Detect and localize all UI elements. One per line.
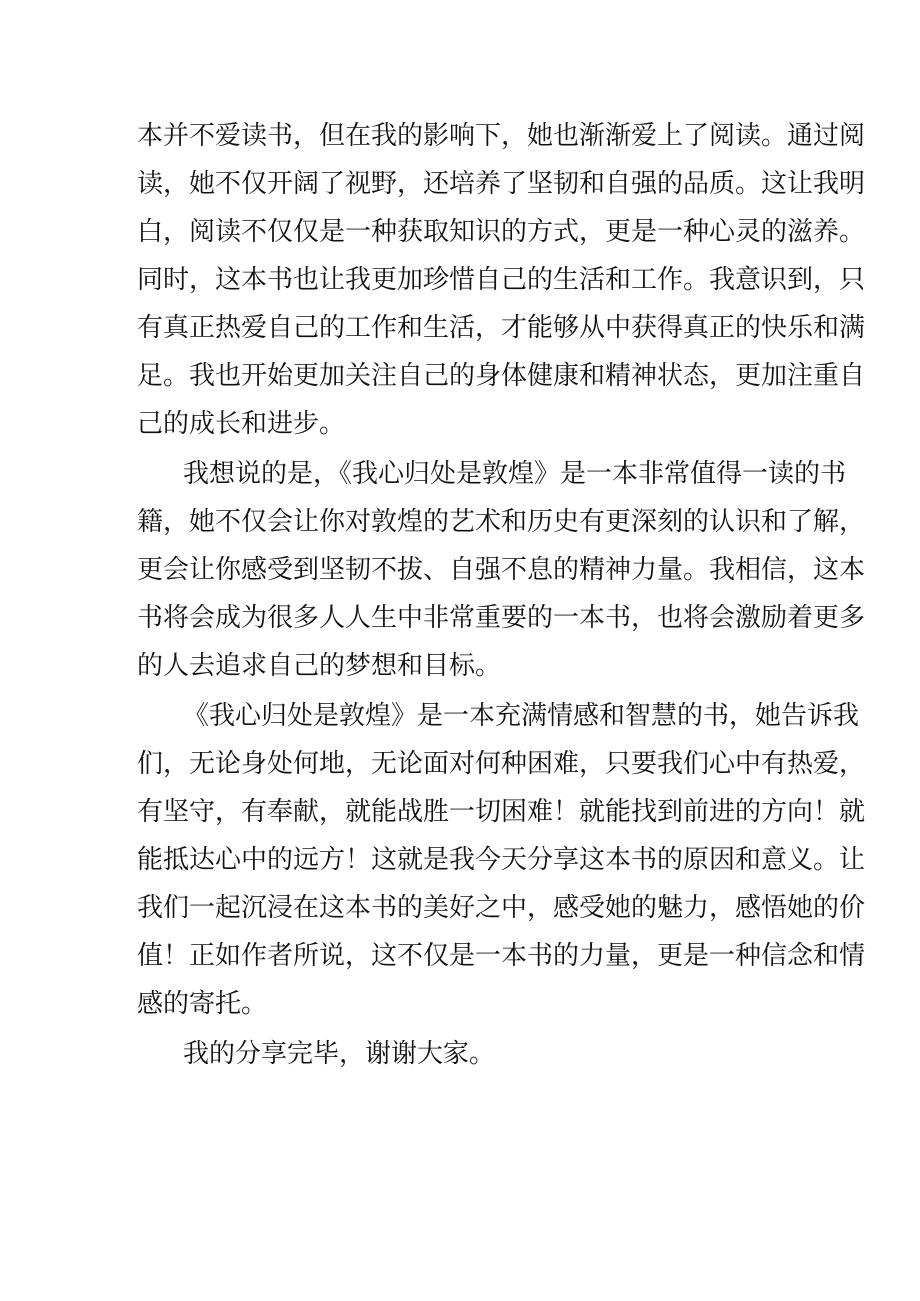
text-line: 我们一起沉浸在这本书的美好之中，感受她的魅力，感悟她的价 [137, 893, 866, 923]
text-line: 更会让你感受到坚韧不拔、自强不息的精神力量。我相信，这本 [137, 555, 866, 585]
text-line: 己的成长和进步。 [137, 409, 346, 439]
text-line: 本并不爱读书，但在我的影响下，她也渐渐爱上了阅读。通过阅 [137, 121, 866, 151]
text-line: 读，她不仅开阔了视野，还培养了坚韧和自强的品质。这让我明 [137, 169, 866, 199]
text-line: 《我心归处是敦煌》是一本充满情感和智慧的书，她告诉我 [183, 701, 860, 731]
text-line: 有真正热爱自己的工作和生活，才能够从中获得真正的快乐和满 [137, 313, 866, 343]
text-line: 的人去追求自己的梦想和目标。 [137, 651, 502, 681]
text-line: 同时，这本书也让我更加珍惜自己的生活和工作。我意识到，只 [137, 265, 866, 295]
text-line: 有坚守，有奉献，就能战胜一切困难！就能找到前进的方向！就 [137, 797, 866, 827]
text-line: 我想说的是，《我心归处是敦煌》是一本非常值得一读的书 [183, 459, 847, 489]
paragraph-conclusion [137, 696, 866, 1032]
paragraph-recommendation [137, 454, 866, 694]
text-line: 感的寄托。 [137, 989, 268, 1019]
text-line: 白，阅读不仅仅是一种获取知识的方式，更是一种心灵的滋养。 [137, 217, 866, 247]
text-line: 能抵达心中的远方！这就是我今天分享这本书的原因和意义。让 [137, 845, 866, 875]
text-line: 们，无论身处何地，无论面对何种困难，只要我们心中有热爱， [137, 749, 866, 779]
text-line: 我的分享完毕，谢谢大家。 [183, 1039, 496, 1069]
document-body [137, 116, 866, 1084]
text-line: 值！正如作者所说，这不仅是一本书的力量，更是一种信念和情 [137, 941, 866, 971]
text-line: 籍，她不仅会让你对敦煌的艺术和历史有更深刻的认识和了解， [137, 507, 866, 537]
paragraph-closing [137, 1034, 787, 1082]
paragraph-reading-impact [137, 116, 866, 452]
text-line: 书将会成为很多人人生中非常重要的一本书，也将会激励着更多 [137, 603, 866, 633]
text-line: 足。我也开始更加关注自己的身体健康和精神状态，更加注重自 [137, 361, 866, 391]
